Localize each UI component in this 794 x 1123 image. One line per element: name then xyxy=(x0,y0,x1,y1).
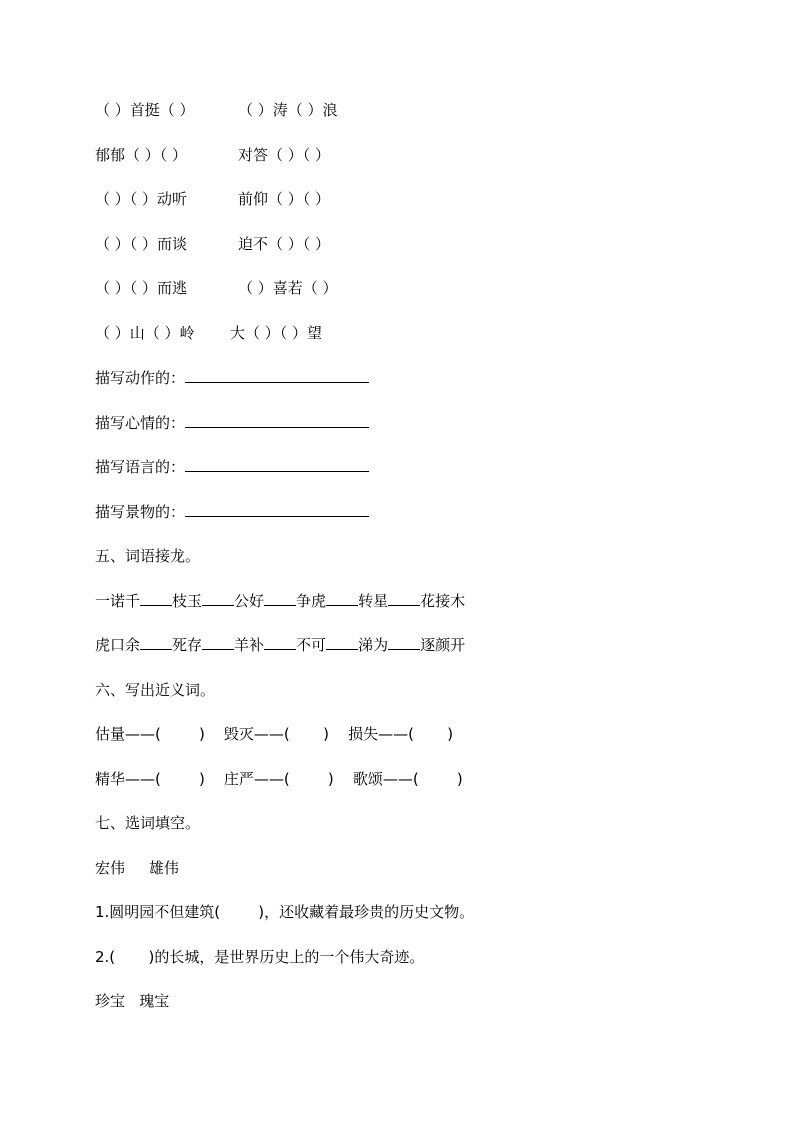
chain-word: 不可 xyxy=(296,636,327,654)
synonym-row[interactable]: 精华——( ) 庄严——( ) 歌颂——( ) xyxy=(95,770,463,788)
answer-blank[interactable] xyxy=(185,502,369,517)
idiom-right[interactable]: 迫不（ ）（ ） xyxy=(238,235,331,253)
question-1[interactable]: 1.圆明园不但建筑( )，还收藏着最珍贵的历史文物。 xyxy=(95,903,475,921)
chain-word: 转星 xyxy=(358,592,389,610)
chain-blank[interactable] xyxy=(202,635,234,650)
describe-label: 描写语言的： xyxy=(95,458,186,476)
idiom-left[interactable]: （ ）山（ ）岭 xyxy=(95,324,195,342)
section-title: 七、选词填空。 xyxy=(95,814,201,832)
idiom-right[interactable]: 大（ ）（ ）望 xyxy=(230,324,323,342)
chain-blank[interactable] xyxy=(140,635,172,650)
question-2[interactable]: 2.( )的长城，是世界历史上的一个伟大奇迹。 xyxy=(95,948,425,966)
chain-word: 一诺千 xyxy=(95,592,141,610)
chain-word: 枝玉 xyxy=(172,592,203,610)
describe-row xyxy=(95,368,369,388)
describe-label: 描写动作的： xyxy=(95,369,186,387)
answer-blank[interactable] xyxy=(185,457,369,472)
answer-blank[interactable] xyxy=(185,413,369,428)
chain-word: 涕为 xyxy=(358,636,389,654)
idiom-row xyxy=(95,278,338,298)
idiom-left[interactable]: （ ）（ ）而逃 xyxy=(95,279,188,297)
word-chain-row xyxy=(95,635,465,655)
section-title: 六、写出近义词。 xyxy=(95,681,216,699)
idiom-row xyxy=(95,323,323,343)
idiom-left[interactable]: （ ）（ ）动听 xyxy=(95,190,188,208)
chain-blank[interactable] xyxy=(388,635,420,650)
chain-word: 争虎 xyxy=(296,592,327,610)
word-choices: 宏伟 雄伟 xyxy=(95,859,179,877)
answer-blank[interactable] xyxy=(185,368,369,383)
idiom-row xyxy=(95,145,331,165)
word-choices: 珍宝 瑰宝 xyxy=(95,992,170,1010)
idiom-right[interactable]: （ ）喜若（ ） xyxy=(238,279,338,297)
chain-blank[interactable] xyxy=(264,635,296,650)
chain-word: 羊补 xyxy=(234,636,265,654)
chain-blank[interactable] xyxy=(326,635,358,650)
idiom-row xyxy=(95,234,331,254)
idiom-left[interactable]: 郁郁（ ）（ ） xyxy=(95,146,188,164)
idiom-left[interactable]: （ ）首挺（ ） xyxy=(95,101,195,119)
section-title: 五、词语接龙。 xyxy=(95,547,201,565)
describe-label: 描写景物的： xyxy=(95,503,186,521)
idiom-right[interactable]: （ ）涛（ ）浪 xyxy=(238,101,338,119)
describe-row xyxy=(95,457,369,477)
idiom-left[interactable]: （ ）（ ）而谈 xyxy=(95,235,188,253)
word-chain-row xyxy=(95,591,465,611)
chain-word: 死存 xyxy=(172,636,203,654)
chain-blank[interactable] xyxy=(202,591,234,606)
chain-blank[interactable] xyxy=(388,591,420,606)
chain-word: 逐颜开 xyxy=(420,636,466,654)
chain-word: 花接木 xyxy=(420,592,466,610)
chain-word: 公好 xyxy=(234,592,265,610)
chain-blank[interactable] xyxy=(264,591,296,606)
idiom-right[interactable]: 前仰（ ）（ ） xyxy=(238,190,331,208)
chain-blank[interactable] xyxy=(326,591,358,606)
synonym-row[interactable]: 估量——( ) 毁灭——( ) 损失——( ) xyxy=(95,725,454,743)
describe-row xyxy=(95,413,369,433)
describe-label: 描写心情的： xyxy=(95,414,186,432)
idiom-right[interactable]: 对答（ ）（ ） xyxy=(238,146,331,164)
chain-blank[interactable] xyxy=(140,591,172,606)
idiom-row xyxy=(95,189,331,209)
idiom-row xyxy=(95,100,338,120)
chain-word: 虎口余 xyxy=(95,636,141,654)
describe-row xyxy=(95,502,369,522)
